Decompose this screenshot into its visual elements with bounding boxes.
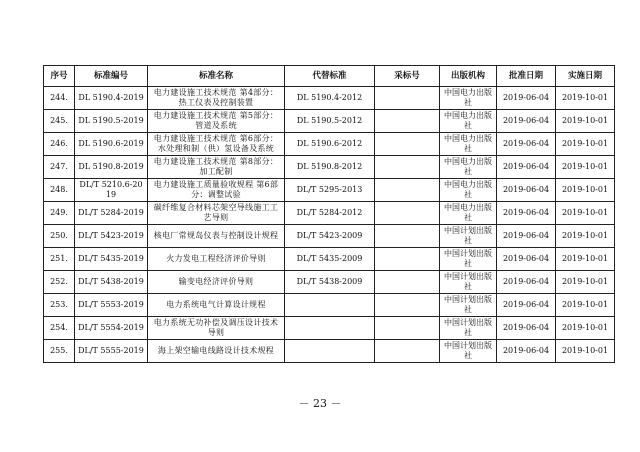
- row-adopt: [375, 87, 440, 110]
- table-row: [44, 294, 615, 317]
- row-publisher: 中国计划出版社: [440, 294, 497, 317]
- table-row: [44, 179, 615, 202]
- header-publisher: 出版机构: [440, 66, 497, 87]
- table-row: [44, 225, 615, 248]
- row-code: DL 5190.5-2019: [75, 110, 148, 133]
- row-name: 电力建设施工技术规范 第5部分：管道及系统: [148, 110, 285, 133]
- row-replaces: DL 5190.4-2012: [285, 87, 375, 110]
- row-code: DL/T 5435-2019: [75, 248, 148, 271]
- row-approve-date: 2019-06-04: [497, 133, 556, 156]
- row-approve-date: 2019-06-04: [497, 340, 556, 363]
- row-no: 248.: [44, 179, 75, 202]
- row-no: 247.: [44, 156, 75, 179]
- header-effective-date: 实施日期: [556, 66, 615, 87]
- row-replaces: DL 5190.6-2012: [285, 133, 375, 156]
- row-name: 核电厂常规岛仪表与控制设计规程: [148, 225, 285, 248]
- standards-table: [43, 65, 615, 363]
- row-no: 249.: [44, 202, 75, 225]
- table-row: [44, 156, 615, 179]
- row-no: 251.: [44, 248, 75, 271]
- row-effective-date: 2019-10-01: [556, 317, 615, 340]
- row-approve-date: 2019-06-04: [497, 225, 556, 248]
- row-effective-date: 2019-10-01: [556, 179, 615, 202]
- row-replaces: DL/T 5295-2013: [285, 179, 375, 202]
- row-publisher: 中国电力出版社: [440, 87, 497, 110]
- row-approve-date: 2019-06-04: [497, 156, 556, 179]
- row-replaces: DL 5190.8-2012: [285, 156, 375, 179]
- row-adopt: [375, 179, 440, 202]
- row-adopt: [375, 340, 440, 363]
- row-name: 海上架空输电线路设计技术规程: [148, 340, 285, 363]
- row-publisher: 中国计划出版社: [440, 248, 497, 271]
- row-code: DL/T 5438-2019: [75, 271, 148, 294]
- row-name: 碳纤维复合材料芯架空导线施工工艺导则: [148, 202, 285, 225]
- row-no: 246.: [44, 133, 75, 156]
- row-publisher: 中国电力出版社: [440, 179, 497, 202]
- row-replaces: DL/T 5438-2009: [285, 271, 375, 294]
- row-replaces: [285, 317, 375, 340]
- row-code: DL 5190.4-2019: [75, 87, 148, 110]
- table-row: [44, 202, 615, 225]
- header-adopt: 采标号: [375, 66, 440, 87]
- row-approve-date: 2019-06-04: [497, 110, 556, 133]
- row-replaces: [285, 340, 375, 363]
- row-adopt: [375, 110, 440, 133]
- row-no: 245.: [44, 110, 75, 133]
- row-code: DL/T 5555-2019: [75, 340, 148, 363]
- row-name: 电力建设施工技术规范 第4部分：热工仪表及控制装置: [148, 87, 285, 110]
- row-name: 电力系统无功补偿及调压设计技术导则: [148, 317, 285, 340]
- row-name: 电力建设施工质量验收规程 第6部分：调整试验: [148, 179, 285, 202]
- row-publisher: 中国计划出版社: [440, 340, 497, 363]
- row-no: 254.: [44, 317, 75, 340]
- row-adopt: [375, 156, 440, 179]
- row-name: 输变电经济评价导则: [148, 271, 285, 294]
- row-effective-date: 2019-10-01: [556, 156, 615, 179]
- row-approve-date: 2019-06-04: [497, 179, 556, 202]
- table-row: [44, 133, 615, 156]
- row-publisher: 中国电力出版社: [440, 110, 497, 133]
- table-row: [44, 340, 615, 363]
- row-no: 252.: [44, 271, 75, 294]
- table-row: [44, 317, 615, 340]
- row-name: 火力发电工程经济评价导则: [148, 248, 285, 271]
- row-code: DL/T 5210.6-2019: [75, 179, 148, 202]
- row-publisher: 中国计划出版社: [440, 225, 497, 248]
- row-publisher: 中国计划出版社: [440, 317, 497, 340]
- row-no: 244.: [44, 87, 75, 110]
- row-name: 电力系统电气计算设计规程: [148, 294, 285, 317]
- row-adopt: [375, 271, 440, 294]
- row-adopt: [375, 317, 440, 340]
- row-effective-date: 2019-10-01: [556, 271, 615, 294]
- row-publisher: 中国电力出版社: [440, 156, 497, 179]
- row-approve-date: 2019-06-04: [497, 87, 556, 110]
- row-no: 255.: [44, 340, 75, 363]
- row-approve-date: 2019-06-04: [497, 202, 556, 225]
- table-row: [44, 110, 615, 133]
- row-name: 电力建设施工技术规范 第6部分：水处理和制（供）氢设备及系统: [148, 133, 285, 156]
- row-effective-date: 2019-10-01: [556, 110, 615, 133]
- row-effective-date: 2019-10-01: [556, 87, 615, 110]
- table-row: [44, 248, 615, 271]
- row-effective-date: 2019-10-01: [556, 340, 615, 363]
- header-code: 标准编号: [75, 66, 148, 87]
- row-replaces: DL/T 5435-2009: [285, 248, 375, 271]
- row-approve-date: 2019-06-04: [497, 317, 556, 340]
- header-no: 序号: [44, 66, 75, 87]
- row-name: 电力建设施工技术规范 第8部分：加工配制: [148, 156, 285, 179]
- header-name: 标准名称: [148, 66, 285, 87]
- table-header-row: [44, 66, 615, 87]
- row-code: DL 5190.8-2019: [75, 156, 148, 179]
- row-approve-date: 2019-06-04: [497, 271, 556, 294]
- row-adopt: [375, 248, 440, 271]
- row-replaces: [285, 294, 375, 317]
- row-approve-date: 2019-06-04: [497, 294, 556, 317]
- row-effective-date: 2019-10-01: [556, 225, 615, 248]
- row-publisher: 中国电力出版社: [440, 133, 497, 156]
- page-number: － 23 －: [298, 397, 342, 410]
- row-replaces: DL/T 5284-2012: [285, 202, 375, 225]
- row-adopt: [375, 294, 440, 317]
- table-row: [44, 271, 615, 294]
- header-approve-date: 批准日期: [497, 66, 556, 87]
- row-code: DL/T 5423-2019: [75, 225, 148, 248]
- row-code: DL 5190.6-2019: [75, 133, 148, 156]
- row-publisher: 中国电力出版社: [440, 202, 497, 225]
- row-adopt: [375, 202, 440, 225]
- header-replaces: 代替标准: [285, 66, 375, 87]
- row-code: DL/T 5554-2019: [75, 317, 148, 340]
- table-row: [44, 87, 615, 110]
- row-no: 250.: [44, 225, 75, 248]
- row-effective-date: 2019-10-01: [556, 294, 615, 317]
- row-replaces: DL/T 5423-2009: [285, 225, 375, 248]
- row-code: DL/T 5284-2019: [75, 202, 148, 225]
- row-effective-date: 2019-10-01: [556, 248, 615, 271]
- row-effective-date: 2019-10-01: [556, 202, 615, 225]
- row-no: 253.: [44, 294, 75, 317]
- row-replaces: DL 5190.5-2012: [285, 110, 375, 133]
- row-publisher: 中国计划出版社: [440, 271, 497, 294]
- row-approve-date: 2019-06-04: [497, 248, 556, 271]
- row-effective-date: 2019-10-01: [556, 133, 615, 156]
- row-code: DL/T 5553-2019: [75, 294, 148, 317]
- row-adopt: [375, 225, 440, 248]
- row-adopt: [375, 133, 440, 156]
